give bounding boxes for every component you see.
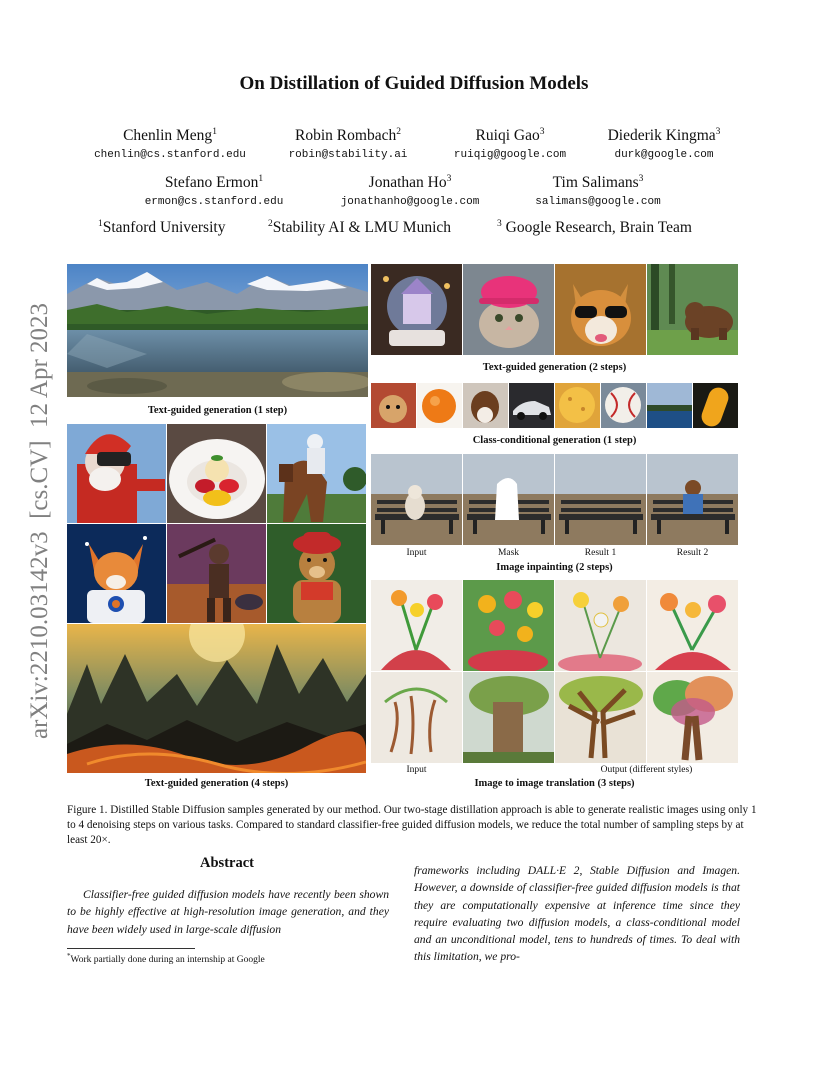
author-name: Stefano Ermon$^1$ bbox=[164, 174, 264, 192]
inpaint-input-image bbox=[371, 454, 462, 545]
inpaint-label: Mask bbox=[497, 548, 520, 558]
sample-image-astronaut-horse bbox=[267, 424, 366, 523]
translation-output-tree-1 bbox=[463, 672, 554, 763]
sample-image-dessert-plate bbox=[167, 424, 266, 523]
author-email: ruiqig@google.com bbox=[453, 149, 567, 162]
translation-input-label: Input bbox=[406, 765, 427, 775]
sample-image-lake bbox=[647, 383, 692, 428]
translation-output-label: Output (different styles) bbox=[600, 765, 693, 775]
caption-text-guided-4-steps: Text-guided generation (4 steps) bbox=[144, 778, 289, 789]
author-block bbox=[258, 127, 438, 161]
abstract-column-1: Classifier-free guided diffusion models have recently been shown to be highly effective at high-resolution image generation, and they have been widely used in large-scale diffusion bbox=[67, 888, 389, 936]
author-block bbox=[508, 174, 688, 208]
inpaint-mask-image bbox=[463, 454, 554, 545]
translation-output-flowers-2 bbox=[555, 580, 646, 671]
caption-text-guided-1-step: Text-guided generation (1 step) bbox=[147, 405, 288, 416]
author-email: robin@stability.ai bbox=[288, 149, 408, 162]
inpaint-label: Result 2 bbox=[676, 548, 709, 558]
author-name: Chenlin Meng$^1$ bbox=[123, 127, 217, 145]
author-email: salimans@google.com bbox=[535, 196, 661, 209]
figure-caption: Figure 1. Distilled Stable Diffusion samples generated by our method. Our two-stage distillation approach is able to generate realistic images using only 1 to 4 denoising steps on various tasks. Compared to standard classifier-free guided diffusion models, we reduce the total number of sampling steps by at least 20×. bbox=[67, 804, 757, 846]
sample-image-baseball bbox=[601, 383, 646, 428]
sample-image-pancake bbox=[555, 383, 600, 428]
caption-class-conditional: Class-conditional generation (1 step) bbox=[472, 435, 637, 446]
arxiv-sidebar bbox=[20, 286, 60, 756]
affiliation: $^2$Stability AI & LMU Munich bbox=[268, 219, 451, 237]
sample-image-santa-vr bbox=[67, 424, 166, 523]
sample-image-mountain-lake bbox=[67, 264, 368, 397]
translation-output-flowers-3 bbox=[647, 580, 738, 671]
arxiv-id: arXiv:2210.03142v3 [cs.CV] 12 Apr 2023 bbox=[26, 302, 53, 740]
sample-image-sports-car bbox=[509, 383, 554, 428]
author-name: Jonathan Ho$^3$ bbox=[368, 174, 452, 192]
sample-image-fox-astronaut bbox=[67, 524, 166, 623]
author-email: chenlin@cs.stanford.edu bbox=[94, 149, 246, 162]
inpaint-result-1-image bbox=[555, 454, 646, 545]
author-block bbox=[420, 127, 600, 161]
author-block bbox=[320, 174, 500, 208]
author-block bbox=[574, 127, 754, 161]
translation-input-flowers bbox=[371, 580, 462, 671]
translation-output-tree-2 bbox=[555, 672, 646, 763]
paper-title: On Distillation of Guided Diffusion Models bbox=[239, 73, 589, 94]
footnote-mark: * bbox=[67, 952, 71, 960]
author-name: Ruiqi Gao$^3$ bbox=[475, 127, 545, 145]
author-name: Tim Salimans$^3$ bbox=[552, 174, 644, 192]
author-email: durk@google.com bbox=[614, 149, 714, 162]
sample-image-cat-pink-hat bbox=[463, 264, 554, 355]
sample-image-corn bbox=[693, 383, 738, 428]
translation-output-flowers-1 bbox=[463, 580, 554, 671]
sample-image-bear-forest bbox=[647, 264, 738, 355]
abstract-column-2: frameworks including DALL·E 2, Stable Diffusion and Imagen. However, a downside of classifier-free guided diffusion models is that they are computationally expensive at inference time since they require evaluating two diffusion models, a class-conditional model and an unconditional model, tens to hundreds of times. To deal with this limitation, we pro- bbox=[414, 864, 740, 964]
author-block bbox=[80, 127, 260, 161]
sample-image-yorkie bbox=[371, 383, 416, 428]
footnote-divider bbox=[67, 948, 195, 949]
caption-inpainting: Image inpainting (2 steps) bbox=[496, 562, 613, 573]
author-name: Robin Rombach$^2$ bbox=[295, 127, 401, 145]
sample-image-snow-globe bbox=[371, 264, 462, 355]
footnote-text: Work partially done during an internship at Google bbox=[70, 955, 265, 966]
sample-image-collie bbox=[463, 383, 508, 428]
abstract-heading: Abstract bbox=[200, 855, 254, 871]
sample-image-warrior-scene bbox=[167, 524, 266, 623]
translation-output-tree-3 bbox=[647, 672, 738, 763]
translation-input-tree bbox=[371, 672, 462, 763]
sample-image-fantasy-landscape bbox=[67, 624, 366, 773]
sample-image-orange bbox=[417, 383, 462, 428]
affiliation: $^3$ Google Research, Brain Team bbox=[497, 219, 692, 237]
footnote bbox=[67, 952, 265, 965]
author-name: Diederik Kingma$^3$ bbox=[607, 127, 721, 145]
author-block bbox=[124, 174, 304, 208]
author-email: ermon@cs.stanford.edu bbox=[144, 196, 284, 209]
sample-image-corgi-sunglasses bbox=[555, 264, 646, 355]
inpaint-label: Input bbox=[406, 548, 427, 558]
caption-text-guided-2-steps: Text-guided generation (2 steps) bbox=[482, 362, 627, 373]
caption-image-translation: Image to image translation (3 steps) bbox=[474, 778, 635, 789]
inpaint-result-2-image bbox=[647, 454, 738, 545]
author-email: jonathanho@google.com bbox=[340, 196, 480, 209]
inpaint-label: Result 1 bbox=[584, 548, 617, 558]
sample-image-teddy-bear bbox=[267, 524, 366, 623]
affiliation: $^1$Stanford University bbox=[98, 219, 226, 237]
